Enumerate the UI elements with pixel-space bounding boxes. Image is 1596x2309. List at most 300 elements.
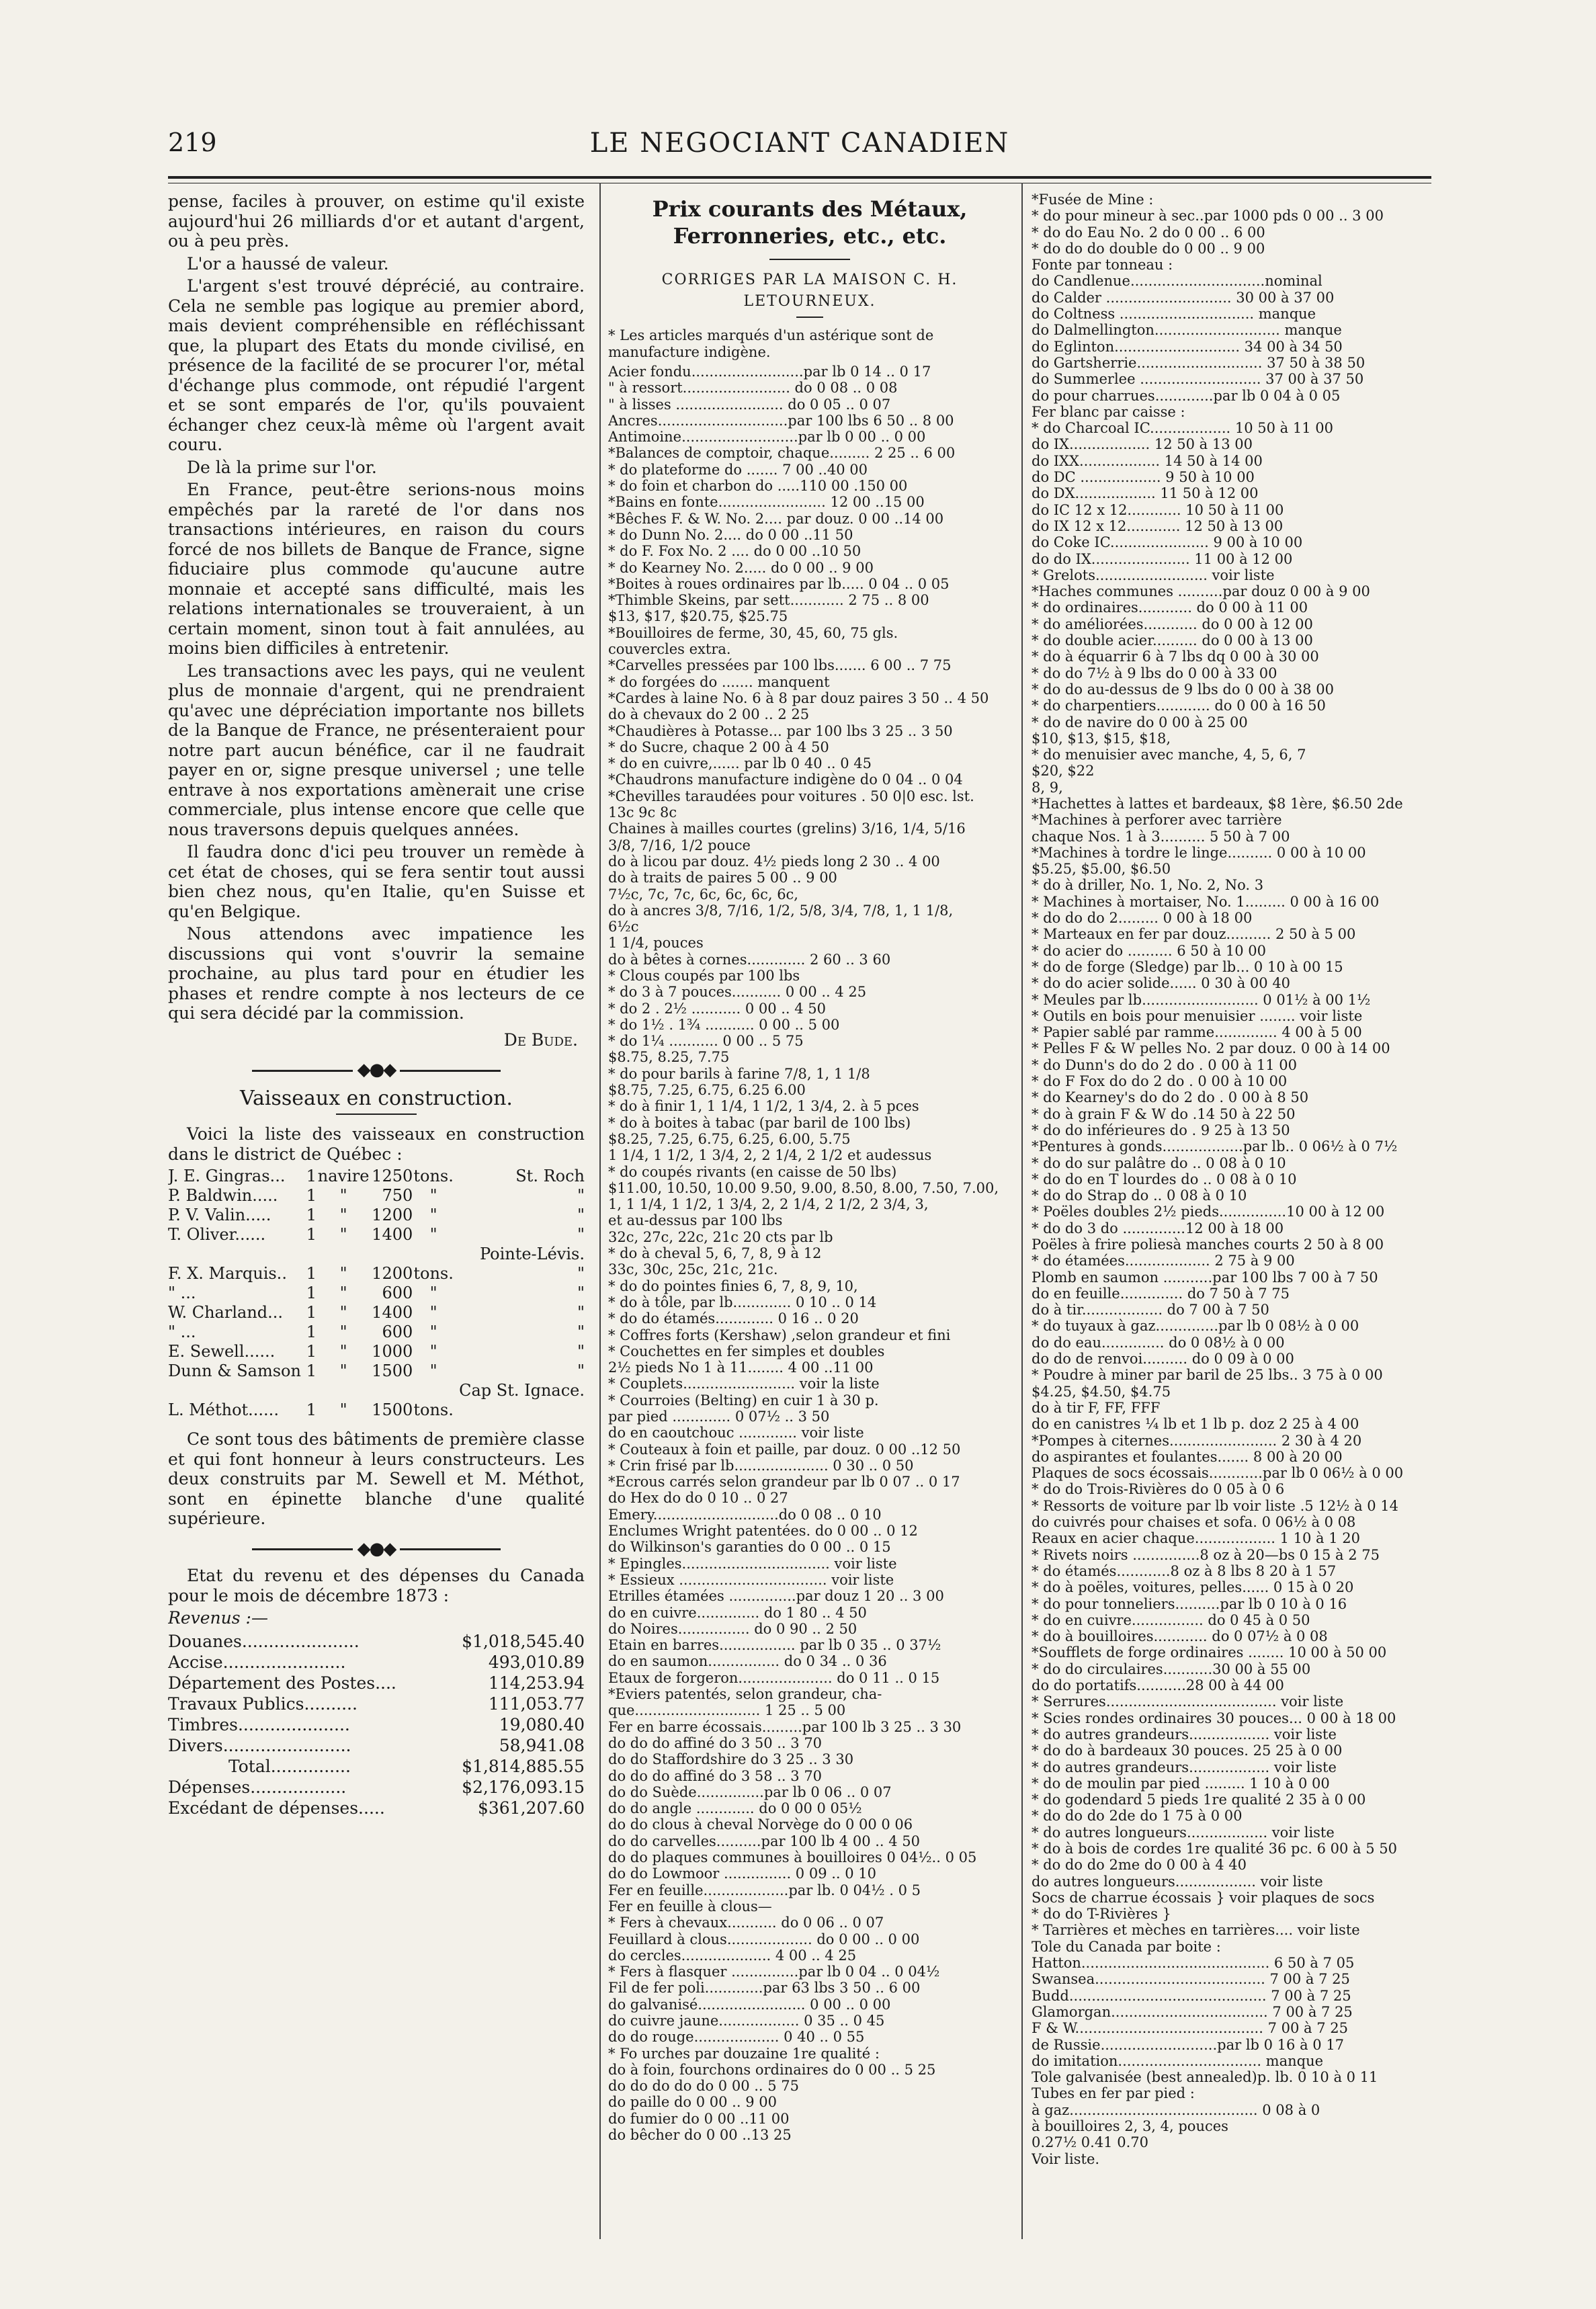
price-line: Chaines à mailles courtes (grelins) 3/16, 1/4, 5/16 bbox=[608, 821, 966, 837]
price-line: *Pentures à gonds..................par lb.. 0 06½ à 0 7½ bbox=[1032, 1138, 1398, 1155]
vessel-count: 1 bbox=[306, 1284, 317, 1302]
price-line: * do ordinaires............ do 0 00 à 11 00 bbox=[1032, 599, 1308, 616]
page-number: 219 bbox=[168, 128, 217, 157]
vessel-name: " ... bbox=[168, 1323, 196, 1341]
price-line: *Chaudières à Potasse... par 100 lbs 3 25 .. 3 50 bbox=[608, 722, 953, 739]
price-line: do en feuille.............. do 7 50 à 7 75 bbox=[1032, 1285, 1290, 1302]
price-line: * do do do 2......... 0 00 à 18 00 bbox=[1032, 910, 1253, 927]
price-line: *Carvelles pressées par 100 lbs....... 6 00 .. 7 75 bbox=[608, 657, 952, 674]
price-line: * Outils en bois pour menuisier ........ voir liste bbox=[1032, 1007, 1363, 1024]
vessel-count: 1 bbox=[306, 1186, 317, 1205]
price-line: * do étamées................... 2 75 à 9 00 bbox=[1032, 1253, 1295, 1269]
revenue-row bbox=[168, 1673, 585, 1693]
price-line: * do de navire do 0 00 à 25 00 bbox=[1032, 714, 1248, 730]
price-line: do do clous à cheval Norvège do 0 00 0 06 bbox=[608, 1816, 913, 1833]
price-line: * do 2 . 2½ ........... 0 00 .. 4 50 bbox=[608, 1000, 827, 1017]
price-line: do do do affiné do 3 50 .. 3 70 bbox=[608, 1734, 823, 1751]
vessel-type bbox=[317, 1245, 370, 1264]
price-line: * do 1¼ ........... 0 00 .. 5 75 bbox=[608, 1033, 804, 1050]
vessel-row bbox=[168, 1225, 585, 1245]
price-line: * do à équarrir 6 à 7 lbs dq 0 00 à 30 00 bbox=[1032, 648, 1319, 665]
price-line: *Soufflets de forge ordinaires ........ 10 00 à 50 00 bbox=[1032, 1644, 1387, 1661]
revenue-item-amount: 111,053.77 bbox=[488, 1693, 585, 1714]
price-line: de Russie..........................par lb 0 16 à 0 17 bbox=[1032, 2036, 1345, 2053]
price-line: do paille do 0 00 .. 9 00 bbox=[608, 2094, 777, 2111]
price-line: *Hachettes à lattes et bardeaux, $8 1ère, $6.50 2de bbox=[1032, 795, 1403, 812]
vessel-type: " bbox=[339, 1361, 347, 1380]
vessel-type bbox=[317, 1381, 370, 1400]
price-line: do do eau.............. do 0 08½ à 0 00 bbox=[1032, 1334, 1285, 1351]
vessel-name: T. Oliver...... bbox=[168, 1225, 266, 1244]
paragraph: Nous attendons avec impatience les discussions qui vont s'ouvrir la semaine prochaine, au plus tard pour en étudier les phases et rendre compte à nos lecteurs de ce qui sera décidé par la commission. bbox=[168, 924, 585, 1023]
price-line: * do à bois de cordes 1re qualité 36 pc. 6 00 à 5 50 bbox=[1032, 1840, 1398, 1857]
price-line: * do tuyaux à gaz..............par lb 0 08½ à 0 00 bbox=[1032, 1318, 1359, 1335]
excess-row bbox=[168, 1798, 585, 1818]
price-line: * do de forge (Sledge) par lb... 0 10 à 00 15 bbox=[1032, 958, 1343, 975]
vessel-type: " bbox=[339, 1284, 347, 1302]
price-line: do cuivre jaune.................. 0 35 .. 0 45 bbox=[608, 2012, 885, 2029]
price-line: *Machines à perforer avec tarrière bbox=[1032, 812, 1282, 829]
price-line: * do do pointes finies 6, 7, 8, 9, 10, bbox=[608, 1277, 858, 1294]
vessel-name: E. Sewell...... bbox=[168, 1342, 276, 1361]
price-line: * do do do 2me do 0 00 à 4 40 bbox=[1032, 1857, 1247, 1874]
vessel-count: 1 bbox=[306, 1323, 317, 1341]
revenue-table bbox=[168, 1631, 585, 1818]
price-line: * do do à bardeaux 30 pouces. 25 25 à 0 00 bbox=[1032, 1743, 1343, 1759]
price-line: do Calder ............................ 30 00 à 37 00 bbox=[1032, 289, 1335, 306]
price-line: 1, 1 1/4, 1 1/2, 1 3/4, 2, 2 1/4, 2 1/2, 2 3/4, 3, bbox=[608, 1196, 929, 1213]
price-line: *Bouilloires de ferme, 30, 45, 60, 75 gls. bbox=[608, 624, 898, 641]
price-line: * do do sur palâtre do .. 0 08 à 0 10 bbox=[1032, 1154, 1286, 1171]
vessel-row bbox=[168, 1381, 585, 1400]
vessel-count: 1 bbox=[306, 1400, 317, 1419]
price-line: * Fers à flasquer ...............par lb 0 04 .. 0 04½ bbox=[608, 1964, 940, 1980]
price-line: couvercles extra. bbox=[608, 641, 731, 658]
price-line: Acier fondu.........................par lb 0 14 .. 0 17 bbox=[608, 364, 931, 380]
price-line: do galvanisé........................ 0 00 .. 0 00 bbox=[608, 1996, 891, 2013]
price-line: 0.27½ 0.41 0.70 bbox=[1032, 2134, 1148, 2151]
price-line: * do F Fox do do 2 do . 0 00 à 10 00 bbox=[1032, 1073, 1288, 1090]
price-line: Etaux de forgeron..................... do 0 11 .. 0 15 bbox=[608, 1669, 940, 1686]
price-line: * do plateforme do ....... 7 00 ..40 00 bbox=[608, 461, 868, 478]
price-line: * do Kearney's do do 2 do . 0 00 à 8 50 bbox=[1032, 1089, 1309, 1106]
price-line: * do F. Fox No. 2 .... do 0 00 ..10 50 bbox=[608, 543, 862, 560]
price-line: * do foin et charbon do .....110 00 .150 00 bbox=[608, 478, 908, 495]
vessel-row bbox=[168, 1264, 585, 1284]
price-line: * do autres grandeurs.................. voir liste bbox=[1032, 1759, 1337, 1775]
vessel-row bbox=[168, 1400, 585, 1420]
price-line: Budd............................................ 7 00 à 7 25 bbox=[1032, 1987, 1351, 2004]
price-line: do Coke IC...................... 9 00 à 10 00 bbox=[1032, 534, 1303, 551]
paragraph: Il faudra donc d'ici peu trouver un remède à cet état de choses, qui se fera sentir tout aussi bien chez nous, qu'en Italie, qu'en Suisse et qu'en Belgique. bbox=[168, 842, 585, 921]
vessel-tons: 1000 bbox=[372, 1342, 413, 1361]
expenses-row bbox=[168, 1777, 585, 1798]
price-line: *Thimble Skeins, par sett............ 2 75 .. 8 00 bbox=[608, 592, 929, 609]
column-divider-2 bbox=[1021, 183, 1023, 2239]
price-line: Ancres.............................par 100 lbs 6 50 .. 8 00 bbox=[608, 412, 954, 429]
revenue-item-label: Travaux Publics.......... bbox=[168, 1693, 358, 1714]
price-line: * Machines à mortaiser, No. 1......... 0 00 à 16 00 bbox=[1032, 893, 1380, 910]
vessel-unit: tons. bbox=[413, 1400, 454, 1419]
price-line: do en saumon................ do 0 34 .. 0 36 bbox=[608, 1653, 887, 1670]
price-line: do Noires................ do 0 90 .. 2 50 bbox=[608, 1620, 857, 1637]
price-line: do IX.................. 12 50 à 13 00 bbox=[1032, 436, 1253, 453]
price-line: * do à poëles, voitures, pelles...... 0 15 à 0 20 bbox=[1032, 1579, 1354, 1596]
vessel-name: L. Méthot...... bbox=[168, 1400, 279, 1419]
price-line: * Grelots......................... voir liste bbox=[1032, 566, 1275, 583]
price-line: * do à boites à tabac (par baril de 100 lbs) bbox=[608, 1114, 911, 1131]
vessel-name: J. E. Gingras... bbox=[168, 1167, 286, 1185]
vessel-count: 1 bbox=[306, 1361, 317, 1380]
price-line: Fonte par tonneau : bbox=[1032, 257, 1173, 274]
paragraph: En France, peut-être serions-nous moins empêchés par la rareté de l'or dans nos transactions intérieures, en raison du cours forcé de nos billets de Banque de France, signe fiduciaire plus commode qu'aucune autre monnaie et accepté sans difficulté, mais les relations internationales se trouveraient, à un certain moment, sinon tout à fait annulées, au moins bien difficiles à entretenir. bbox=[168, 480, 585, 658]
price-line: do do Lowmoor ............... 0 09 .. 0 10 bbox=[608, 1865, 877, 1882]
vessel-unit: tons. bbox=[413, 1264, 454, 1283]
paragraph: Les transactions avec les pays, qui ne veulent plus de monnaie d'argent, qui ne prendraient qu'avec une dépréciation importante nos billets de la Banque de France, ne présenteraient pour notre part aucun bénéfice, car il ne faudrait payer en or, signe presque universel ; une telle entrave à nos exportations amènerait une crise commerciale, plus intense encore que celle que nous traversons depuis quelques années. bbox=[168, 661, 585, 839]
price-line: * do pour barils à farine 7/8, 1, 1 1/8 bbox=[608, 1065, 870, 1082]
price-line: Feuillard à clous................... do 0 00 .. 0 00 bbox=[608, 1931, 920, 1947]
price-line: * do 3 à 7 pouces........... 0 00 .. 4 25 bbox=[608, 984, 867, 1001]
price-line: * do à cheval 5, 6, 7, 8, 9 à 12 bbox=[608, 1245, 822, 1262]
price-line: Poëles à frire poliesà manches courts 2 50 à 8 00 bbox=[1032, 1236, 1384, 1253]
expenses-label: Dépenses.................. bbox=[168, 1777, 347, 1797]
price-line: " à lisses ........................ do 0 05 .. 0 07 bbox=[608, 396, 891, 413]
price-line: Fer blanc par caisse : bbox=[1032, 403, 1185, 420]
price-line: do IXX.................. 14 50 à 14 00 bbox=[1032, 452, 1263, 469]
excess-label: Excédant de dépenses..... bbox=[168, 1798, 385, 1818]
vessel-unit: tons. bbox=[413, 1167, 454, 1185]
price-line: do fumier do 0 00 ..11 00 bbox=[608, 2110, 790, 2127]
price-line: *Ecrous carrés selon grandeur par lb 0 07 .. 0 17 bbox=[608, 1474, 960, 1491]
price-line: * do do inférieures do . 9 25 à 13 50 bbox=[1032, 1122, 1290, 1138]
vessel-count: 1 bbox=[306, 1167, 317, 1185]
price-line: do Hex do do 0 10 .. 0 27 bbox=[608, 1490, 788, 1507]
vessel-place: " bbox=[577, 1361, 585, 1380]
price-line: * do à driller, No. 1, No. 2, No. 3 bbox=[1032, 877, 1264, 894]
price-line: do cuivrés pour chaises et sofa. 0 06½ à 0 08 bbox=[1032, 1514, 1356, 1531]
price-line: Plaques de socs écossais............par lb 0 06½ à 0 00 bbox=[1032, 1465, 1404, 1482]
revenue-item-amount: 19,080.40 bbox=[499, 1714, 585, 1734]
price-line: $20, $22 bbox=[1032, 763, 1095, 780]
vessel-place: " bbox=[577, 1342, 585, 1361]
price-line: $8.25, 7.25, 6.75, 6.25, 6.00, 5.75 bbox=[608, 1130, 851, 1147]
revenue-title: Etat du revenu et des dépenses du Canada pour le mois de décembre 1873 : bbox=[168, 1566, 585, 1605]
revenue-item-label: Douanes...................... bbox=[168, 1631, 360, 1651]
price-line: * Pelles F & W pelles No. 2 par douz. 0 00 à 14 00 bbox=[1032, 1040, 1390, 1057]
signature: De Bude. bbox=[503, 1030, 578, 1050]
price-list-subtitle: CORRIGES PAR LA MAISON C. H. LETOURNEUX. bbox=[661, 271, 958, 310]
vessel-type: " bbox=[339, 1323, 347, 1341]
revenue-row bbox=[168, 1735, 585, 1756]
price-line: do à bêtes à cornes............. 2 60 .. 3 60 bbox=[608, 951, 891, 968]
price-line: Fil de fer poli.............par 63 lbs 3 50 .. 6 00 bbox=[608, 1980, 921, 1997]
price-list-middle bbox=[608, 364, 1011, 2143]
price-line: Fer en feuille à clous— bbox=[608, 1898, 772, 1915]
price-line: do à tir F, FF, FFF bbox=[1032, 1399, 1161, 1416]
vessel-type: " bbox=[339, 1342, 347, 1361]
price-line: do IC 12 x 12............ 10 50 à 11 00 bbox=[1032, 501, 1284, 518]
price-line: $8.75, 7.25, 6.75, 6.25 6.00 bbox=[608, 1082, 806, 1099]
vessel-tons: 600 bbox=[382, 1323, 413, 1341]
price-line: * do étamés............8 oz à 8 lbs 8 20 à 1 57 bbox=[1032, 1562, 1337, 1579]
price-line: Fer en barre écossais.........par 100 lb 3 25 .. 3 30 bbox=[608, 1718, 962, 1735]
price-line: do Candlenue..............................nominal bbox=[1032, 273, 1322, 290]
price-line: *Balances de comptoir, chaque......... 2 25 .. 6 00 bbox=[608, 445, 956, 462]
revenue-row bbox=[168, 1714, 585, 1735]
vessel-row bbox=[168, 1284, 585, 1303]
revenue-item-label: Timbres..................... bbox=[168, 1714, 350, 1734]
ornament-divider: ◆●◆ bbox=[168, 1060, 585, 1081]
short-rule bbox=[336, 1114, 417, 1115]
price-line: Socs de charrue écossais } voir plaques de socs bbox=[1032, 1889, 1375, 1906]
price-line: à gaz.......................................... 0 08 à 0 bbox=[1032, 2101, 1320, 2118]
vessels-title: Vaisseaux en construction. bbox=[240, 1086, 513, 1110]
price-line: * do charpentiers............ do 0 00 à 16 50 bbox=[1032, 698, 1326, 714]
price-line: * do en cuivre,...... par lb 0 40 .. 0 45 bbox=[608, 755, 872, 772]
vessel-place: " bbox=[577, 1264, 585, 1283]
price-line: *Boites à roues ordinaires par lb..... 0 04 .. 0 05 bbox=[608, 575, 950, 592]
vessel-place bbox=[454, 1400, 585, 1420]
vessel-type: " bbox=[339, 1303, 347, 1322]
vessel-tons: 750 bbox=[382, 1186, 413, 1205]
price-line: * do do en T lourdes do .. 0 08 à 0 10 bbox=[1032, 1171, 1297, 1187]
price-line: que............................ 1 25 .. 5 00 bbox=[608, 1702, 846, 1719]
vessel-row bbox=[168, 1186, 585, 1206]
price-line: Fer en feuille...................par lb. 0 04½ . 0 5 bbox=[608, 1882, 921, 1898]
price-line: 7½c, 7c, 7c, 6c, 6c, 6c, 6c, bbox=[608, 886, 798, 902]
price-line: * do forgées do ....... manquent bbox=[608, 673, 830, 690]
vessel-count: 1 bbox=[306, 1264, 317, 1283]
price-line: do Eglinton............................ 34 00 à 34 50 bbox=[1032, 338, 1343, 355]
price-line: * do à grain F & W do .14 50 à 22 50 bbox=[1032, 1105, 1296, 1122]
vessel-unit: " bbox=[429, 1186, 437, 1205]
price-line: * Poudre à miner par baril de 25 lbs.. 3 75 à 0 00 bbox=[1032, 1367, 1383, 1384]
vessel-count: 1 bbox=[306, 1342, 317, 1361]
price-line: 8, 9, bbox=[1032, 779, 1063, 796]
price-line: 33c, 30c, 25c, 21c, 21c. bbox=[608, 1261, 778, 1278]
price-line: * do do circulaires...........30 00 à 55 00 bbox=[1032, 1661, 1311, 1677]
price-line: do do IX...................... 11 00 à 12 00 bbox=[1032, 550, 1293, 567]
price-line: do do do affiné do 3 58 .. 3 70 bbox=[608, 1767, 823, 1784]
ornament-divider: ◆●◆ bbox=[168, 1540, 585, 1560]
revenue-row bbox=[168, 1652, 585, 1673]
price-line: * do à finir 1, 1 1/4, 1 1/2, 1 3/4, 2. à 5 pces bbox=[608, 1098, 919, 1115]
revenue-row bbox=[168, 1693, 585, 1714]
price-line: * do do étamés............. 0 16 .. 0 20 bbox=[608, 1310, 859, 1327]
vessel-tons bbox=[370, 1381, 413, 1400]
vessel-name bbox=[168, 1381, 306, 1400]
price-line: do en canistres ¼ lb et 1 lb p. doz 2 25 à 4 00 bbox=[1032, 1416, 1359, 1433]
revenue-item-label: Divers........................ bbox=[168, 1735, 351, 1755]
price-line: * do do Eau No. 2 do 0 00 .. 6 00 bbox=[1032, 224, 1265, 241]
price-line: do do portatifs...........28 00 à 44 00 bbox=[1032, 1677, 1284, 1694]
vessel-place: " bbox=[577, 1303, 585, 1322]
price-line: * do Dunn's do do 2 do . 0 00 à 11 00 bbox=[1032, 1056, 1297, 1073]
price-line: * Clous coupés par 100 lbs bbox=[608, 967, 800, 984]
vessel-count bbox=[306, 1381, 317, 1400]
price-line: do à ancres 3/8, 7/16, 1/2, 5/8, 3/4, 7/8, 1, 1 1/8, bbox=[608, 902, 954, 919]
price-line: do do do do do 0 00 .. 5 75 bbox=[608, 2078, 800, 2095]
vessel-row bbox=[168, 1323, 585, 1342]
price-line: Antimoine..........................par lb 0 00 .. 0 00 bbox=[608, 429, 926, 446]
price-line: Swansea...................................... 7 00 à 7 25 bbox=[1032, 1971, 1350, 1988]
price-line: do Wilkinson's garanties do 0 00 .. 0 15 bbox=[608, 1539, 891, 1556]
price-line: * Crin frisé par lb..................... 0 30 .. 0 50 bbox=[608, 1457, 914, 1474]
price-line: do en caoutchouc ............. voir liste bbox=[608, 1425, 864, 1441]
price-line: * Essieux ................................. voir liste bbox=[608, 1571, 894, 1588]
price-line: do autres longueurs.................. voir liste bbox=[1032, 1873, 1323, 1890]
price-line: * do do T-Rivières } bbox=[1032, 1906, 1171, 1923]
price-line: *Bains en fonte........................ 12 00 ..15 00 bbox=[608, 494, 925, 511]
price-line: * Coffres forts (Kershaw) ,selon grandeur et fini bbox=[608, 1327, 951, 1343]
vessel-name: P. V. Valin..... bbox=[168, 1206, 271, 1224]
price-line: 1 1/4, 1 1/2, 1 3/4, 2, 2 1/4, 2 1/2 et audessus bbox=[608, 1147, 932, 1164]
vessel-count: 1 bbox=[306, 1303, 317, 1322]
price-line: do do angle ............. do 0 00 0 05½ bbox=[608, 1800, 862, 1817]
price-line: * do do Strap do .. 0 08 à 0 10 bbox=[1032, 1187, 1247, 1204]
revenue-label: Revenus :— bbox=[168, 1608, 268, 1628]
price-line: * Courroies (Belting) en cuir 1 à 30 p. bbox=[608, 1392, 879, 1409]
price-line: Etrilles étamées ...............par douz 1 20 .. 3 00 bbox=[608, 1588, 944, 1605]
price-line: * Couplets......................... voir la liste bbox=[608, 1376, 880, 1392]
revenue-item-amount: 114,253.94 bbox=[488, 1673, 585, 1693]
column-divider-1 bbox=[599, 183, 601, 2239]
price-line: * do do do double do 0 00 .. 9 00 bbox=[1032, 240, 1265, 257]
price-line: Reaux en acier chaque.................. 1 10 à 1 20 bbox=[1032, 1530, 1360, 1547]
price-line: $4.25, $4.50, $4.75 bbox=[1032, 1383, 1171, 1400]
price-line: 6½c bbox=[608, 919, 639, 935]
price-line: *Fusée de Mine : bbox=[1032, 192, 1154, 208]
price-line: * do améliorées............ do 0 00 à 12 00 bbox=[1032, 616, 1313, 632]
price-line: do à foin, fourchons ordinaires do 0 00 .. 5 25 bbox=[608, 2061, 936, 2078]
price-line: * do Kearney No. 2..... do 0 00 .. 9 00 bbox=[608, 559, 874, 576]
price-line: * Fers à chevaux........... do 0 06 .. 0 07 bbox=[608, 1915, 884, 1931]
vessel-name: P. Baldwin..... bbox=[168, 1186, 278, 1205]
price-line: do Dalmellington............................ manque bbox=[1032, 322, 1342, 339]
price-line: par pied ............. 0 07½ .. 3 50 bbox=[608, 1409, 830, 1425]
vessel-name: W. Charland... bbox=[168, 1303, 284, 1322]
price-line: * do de moulin par pied ......... 1 10 à 0 00 bbox=[1032, 1775, 1330, 1792]
price-line: *Cardes à laine No. 6 à 8 par douz paires 3 50 .. 4 50 bbox=[608, 689, 989, 706]
price-line: Emery............................do 0 08 .. 0 10 bbox=[608, 1506, 882, 1523]
price-line: * do do do 2de do 1 75 à 0 00 bbox=[1032, 1808, 1243, 1824]
left-column bbox=[168, 192, 585, 2241]
vessel-tons: 1200 bbox=[372, 1206, 413, 1224]
price-line: * do menuisier avec manche, 4, 5, 6, 7 bbox=[1032, 747, 1306, 763]
price-line: do Coltness .............................. manque bbox=[1032, 306, 1316, 323]
price-line: *Chevilles taraudées pour voitures . 50 0|0 esc. lst. bbox=[608, 788, 974, 804]
price-line: * Rivets noirs ...............8 oz à 20—bs 0 15 à 2 75 bbox=[1032, 1546, 1380, 1563]
vessel-tons: 600 bbox=[382, 1284, 413, 1302]
price-line: do do Staffordshire do 3 25 .. 3 30 bbox=[608, 1751, 854, 1768]
vessel-place: St. Roch bbox=[515, 1167, 585, 1185]
vessel-row bbox=[168, 1206, 585, 1225]
vessels-table bbox=[168, 1167, 585, 1420]
price-line: $10, $13, $15, $18, bbox=[1032, 730, 1171, 747]
price-line: * Meules par lb.......................... 0 01½ à 00 1½ bbox=[1032, 991, 1371, 1008]
price-line: do à tir.................. do 7 00 à 7 50 bbox=[1032, 1302, 1269, 1318]
price-line: * do autres grandeurs.................. voir liste bbox=[1032, 1726, 1337, 1743]
vessel-name: Dunn & Samson bbox=[168, 1361, 301, 1380]
price-line: * Serrures...................................... voir liste bbox=[1032, 1693, 1344, 1710]
vessel-tons: 1500 bbox=[372, 1361, 413, 1380]
expenses-amount: $2,176,093.15 bbox=[462, 1777, 585, 1797]
right-column bbox=[1032, 192, 1435, 2241]
paragraph: pense, faciles à prouver, on estime qu'il existe aujourd'hui 26 milliards d'or et autant d'argent, ou à peu près. bbox=[168, 192, 585, 251]
price-line: Glamorgan................................... 7 00 à 7 25 bbox=[1032, 2003, 1353, 2020]
price-line: do pour charrues.............par lb 0 04 à 0 05 bbox=[1032, 387, 1341, 404]
vessel-unit: " bbox=[429, 1303, 437, 1322]
price-line: do imitation................................ manque bbox=[1032, 2052, 1324, 2069]
price-line: *Machines à tordre le linge.......... 0 00 à 10 00 bbox=[1032, 844, 1366, 861]
price-line: do do plaques communes à bouilloires 0 04½.. 0 05 bbox=[608, 1849, 977, 1866]
vessel-unit: " bbox=[429, 1361, 437, 1380]
price-line: * do à tôle, par lb............. 0 10 .. 0 14 bbox=[608, 1294, 877, 1310]
price-line: * do godendard 5 pieds 1re qualité 2 35 à 0 00 bbox=[1032, 1792, 1366, 1808]
price-line: * do coupés rivants (en caisse de 50 lbs) bbox=[608, 1163, 897, 1180]
vessel-place: Cap St. Ignace. bbox=[459, 1381, 585, 1400]
revenue-item-amount: $1,018,545.40 bbox=[462, 1631, 585, 1651]
price-line: * Tarrières et mèches en tarrières.... voir liste bbox=[1032, 1922, 1360, 1939]
vessel-name: F. X. Marquis.. bbox=[168, 1264, 287, 1283]
price-line: Hatton.......................................... 6 50 à 7 05 bbox=[1032, 1955, 1355, 1972]
price-line: do en cuivre.............. do 1 80 .. 4 50 bbox=[608, 1604, 867, 1621]
price-line: $11.00, 10.50, 10.00 9.50, 9.00, 8.50, 8.00, 7.50, 7.00, bbox=[608, 1179, 999, 1196]
vessel-type: " bbox=[339, 1186, 347, 1205]
running-title: LE NEGOCIANT CANADIEN bbox=[589, 128, 1010, 159]
revenue-row bbox=[168, 1631, 585, 1652]
price-line: * do Dunn No. 2.... do 0 00 ..11 50 bbox=[608, 526, 853, 543]
vessel-type: " bbox=[339, 1225, 347, 1244]
vessel-unit: " bbox=[429, 1206, 437, 1224]
vessel-name bbox=[168, 1245, 306, 1264]
price-line: * do autres longueurs.................. voir liste bbox=[1032, 1824, 1335, 1841]
price-line: do bêcher do 0 00 ..13 25 bbox=[608, 2127, 792, 2144]
price-line: * do en cuivre................ do 0 45 à 0 50 bbox=[1032, 1611, 1310, 1628]
vessel-unit bbox=[413, 1381, 454, 1400]
price-line: do do de renvoi.......... do 0 09 à 0 00 bbox=[1032, 1351, 1294, 1368]
price-line: *Chaudrons manufacture indigène do 0 04 .. 0 04 bbox=[608, 771, 963, 788]
revenue-item-amount: 58,941.08 bbox=[499, 1735, 585, 1755]
price-line: do DX.................. 11 50 à 12 00 bbox=[1032, 485, 1259, 502]
short-rule bbox=[769, 259, 850, 260]
vessel-tons: 1400 bbox=[372, 1303, 413, 1322]
vessel-type: " bbox=[339, 1400, 347, 1419]
price-line: $8.75, 8.25, 7.75 bbox=[608, 1049, 730, 1066]
vessel-tons: 1250 bbox=[372, 1167, 413, 1185]
vessel-row bbox=[168, 1342, 585, 1361]
vessel-tons: 1500 bbox=[372, 1400, 413, 1419]
price-line: * Marteaux en fer par douz.......... 2 50 à 5 00 bbox=[1032, 926, 1356, 943]
price-line: * Couchettes en fer simples et doubles bbox=[608, 1343, 885, 1359]
paragraph: L'argent s'est trouvé déprécié, au contraire. Cela ne semble pas logique au premier abord, mais devient compréhensible en réfléchissant que, la plupart des Etats du monde civilisé, en présence de la facilité de se procurer l'or, métal d'échange plus commode, ont répudié l'argent et se sont emparés de l'or, qu'ils pouvaient échanger chez ceux-là même où l'argent avait couru. bbox=[168, 276, 585, 454]
vessel-place: " bbox=[577, 1206, 585, 1224]
vessel-count: 1 bbox=[306, 1225, 317, 1244]
price-line: * Poëles doubles 2½ pieds...............10 00 à 12 00 bbox=[1032, 1204, 1385, 1220]
price-line: * Epingles................................. voir liste bbox=[608, 1555, 897, 1572]
price-list-right bbox=[1032, 192, 1435, 2167]
price-line: 2½ pieds No 1 à 11........ 4 00 ..11 00 bbox=[608, 1359, 874, 1376]
price-line: * do do 3 do ..............12 00 à 18 00 bbox=[1032, 1220, 1284, 1236]
vessel-place: " bbox=[577, 1186, 585, 1205]
price-line: do Gartsherrie............................ 37 50 à 38 50 bbox=[1032, 354, 1366, 371]
header-rule bbox=[168, 176, 1431, 183]
price-line: * do double acier.......... do 0 00 à 13 00 bbox=[1032, 632, 1313, 649]
price-line: $5.25, $5.00, $6.50 bbox=[1032, 861, 1171, 878]
price-line: do do rouge................... 0 40 .. 0 55 bbox=[608, 2029, 865, 2046]
vessels-intro: Voici la liste des vaisseaux en construction dans le district de Québec : bbox=[168, 1124, 585, 1164]
page-header bbox=[168, 128, 1431, 168]
